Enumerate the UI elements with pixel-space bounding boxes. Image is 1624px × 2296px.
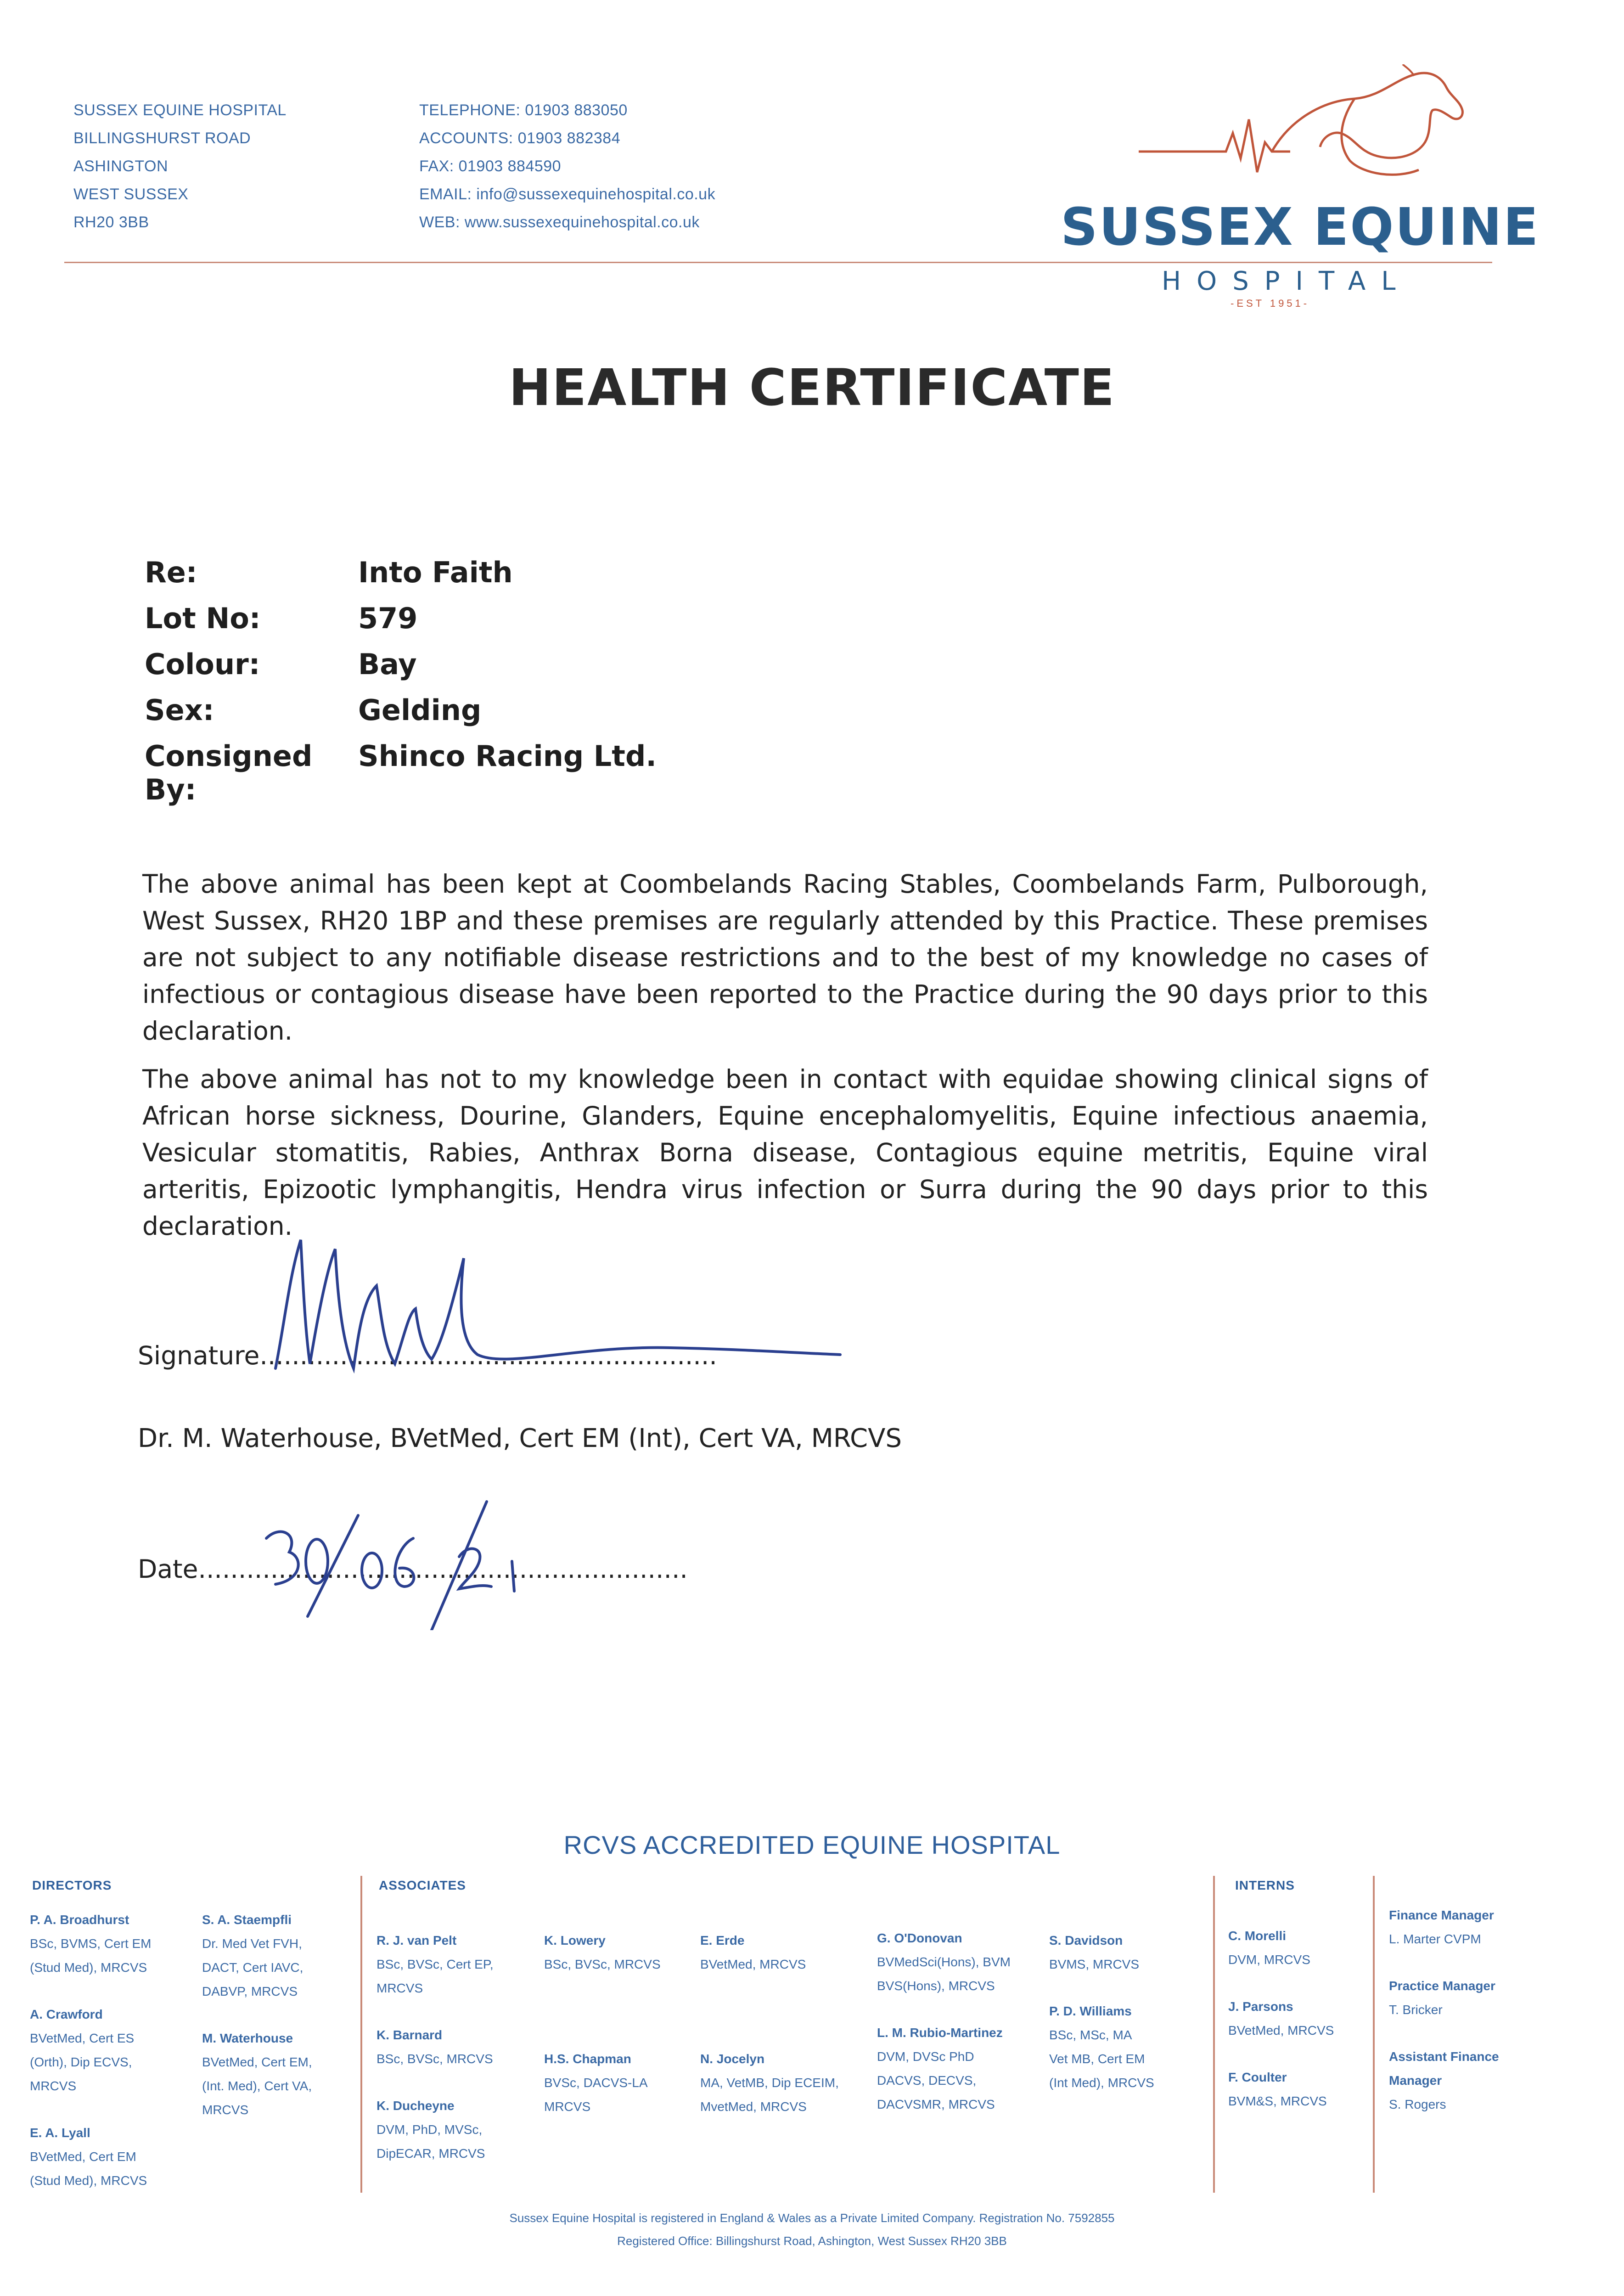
staff-qual: BVS(Hons), MRCVS (877, 1979, 995, 1993)
staff-qual: (Orth), Dip ECVS, (30, 2055, 132, 2069)
associates-heading: ASSOCIATES (379, 1878, 466, 1892)
staff-qual: BSc, MSc, MA (1049, 2028, 1132, 2042)
signature-line: Signature......................................................... (138, 1341, 717, 1370)
premises-paragraph: The above animal has been kept at Coombelands Racing Stables, Coombelands Farm, Pulborough, West Sussex, RH20 1BP and these premises are regularly attended by this Practice. These premises are not subject to any notifiable disease restrictions and to the best of my knowledge no cases of infectious or contagious disease have been reported to the Practice during the 90 days prior to this declaration. (142, 869, 1428, 1046)
email-link[interactable]: EMAIL: info@sussexequinehospital.co.uk (419, 186, 716, 203)
staff-qual: BVetMed, MRCVS (1228, 2023, 1334, 2037)
staff-name: L. M. Rubio-Martinez (877, 2026, 1003, 2040)
staff-role: Manager (1389, 2073, 1442, 2088)
associates-column-1 (376, 1929, 533, 2166)
staff-qual: (Stud Med), MRCVS (30, 1960, 147, 1975)
certificate-title: HEALTH CERTIFICATE (509, 358, 1115, 417)
staff-name: M. Waterhouse (202, 2031, 293, 2045)
field-row-consigned (145, 739, 657, 806)
staff-qual: DVM, MRCVS (1228, 1953, 1310, 1967)
staff-qual: BVetMed, Cert ES (30, 2031, 135, 2045)
address-line: SUSSEX EQUINE HOSPITAL (73, 101, 287, 119)
fax: FAX: 01903 884590 (419, 158, 562, 175)
field-row-colour (145, 647, 657, 693)
field-row-lot (145, 602, 657, 647)
staff-qual: L. Marter CVPM (1389, 1932, 1481, 1946)
address-line: WEST SUSSEX (73, 186, 189, 203)
staff-role: Finance Manager (1389, 1908, 1494, 1922)
registered-office: Registered Office: Billingshurst Road, Ashington, West Sussex RH20 3BB (617, 2234, 1007, 2248)
registration-note: Sussex Equine Hospital is registered in England & Wales as a Private Limited Company. Registration No. 7592855 (509, 2211, 1115, 2225)
column-divider (360, 1876, 362, 2193)
associates-column-4 (877, 1926, 1051, 2116)
field-value: Into Faith (358, 556, 513, 589)
staff-qual: DVM, PhD, MVSc, (376, 2122, 483, 2137)
directors-column-2 (202, 1908, 358, 2122)
staff-qual: T. Bricker (1389, 2003, 1443, 2017)
field-label: Sex: (145, 693, 214, 727)
staff-qual: Dr. Med Vet FVH, (202, 1936, 302, 1951)
staff-qual: MRCVS (202, 2103, 249, 2117)
staff-qual: BSc, BVSc, Cert EP, (376, 1957, 494, 1971)
interns-column (1228, 1924, 1366, 2113)
field-value: 579 (358, 602, 418, 635)
staff-qual: BVetMed, MRCVS (700, 1957, 806, 1971)
logo-established: -EST 1951- (1231, 298, 1310, 309)
staff-qual: (Int Med), MRCVS (1049, 2076, 1154, 2090)
handwritten-signature (257, 1231, 854, 1382)
staff-qual: (Stud Med), MRCVS (30, 2173, 147, 2188)
staff-qual: DACT, Cert IAVC, (202, 1960, 303, 1975)
staff-role: Practice Manager (1389, 1979, 1495, 1993)
staff-name: E. Erde (700, 1933, 745, 1947)
staff-qual: DVM, DVSc PhD (877, 2049, 974, 2064)
telephone: TELEPHONE: 01903 883050 (419, 101, 628, 119)
staff-qual: DipECAR, MRCVS (376, 2146, 485, 2161)
staff-name: R. J. van Pelt (376, 1933, 457, 1947)
field-value: Gelding (358, 693, 482, 727)
staff-name: K. Barnard (376, 2028, 443, 2042)
rcvs-accreditation: RCVS ACCREDITED EQUINE HOSPITAL (563, 1830, 1061, 1859)
staff-name: E. A. Lyall (30, 2126, 90, 2140)
staff-qual: MvetMed, MRCVS (700, 2099, 807, 2114)
staff-role: Assistant Finance (1389, 2049, 1499, 2064)
managers-column (1389, 1903, 1573, 2116)
staff-name: S. Davidson (1049, 1933, 1123, 1947)
staff-qual: BSc, BVMS, Cert EM (30, 1936, 152, 1951)
address-line: BILLINGSHURST ROAD (73, 129, 251, 147)
staff-name: K. Ducheyne (376, 2099, 455, 2113)
staff-name: F. Coulter (1228, 2070, 1287, 2084)
staff-name: G. O'Donovan (877, 1931, 962, 1945)
field-row-sex (145, 693, 657, 739)
header-divider (64, 262, 1492, 263)
web-link[interactable]: WEB: www.sussexequinehospital.co.uk (419, 214, 700, 231)
column-divider (1213, 1876, 1215, 2193)
staff-qual: DABVP, MRCVS (202, 1984, 298, 1998)
disease-paragraph: The above animal has not to my knowledge been in contact with equidae showing clinical signs of African horse sickness, Dourine, Glanders, Equine encephalomyelitis, Equine infectious anaemia, Vesicular stomatitis, Rabies, Anthrax Borna disease, Contagious equine metritis, Equine viral arteritis, Epizootic lymphangitis, Hendra virus infection or Surra during the 90 days prior to this declaration. (142, 1064, 1428, 1241)
address-line: RH20 3BB (73, 214, 149, 231)
staff-name: P. D. Williams (1049, 2004, 1132, 2018)
hospital-contact (419, 96, 715, 236)
associates-column-5 (1049, 1929, 1205, 2095)
staff-qual: S. Rogers (1389, 2097, 1446, 2111)
horse-ecg-logo-icon (1139, 64, 1478, 202)
staff-qual: MRCVS (30, 2079, 77, 2093)
staff-name: S. A. Staempfli (202, 1913, 292, 1927)
staff-qual: BVMS, MRCVS (1049, 1957, 1140, 1971)
directors-column-1 (30, 1908, 186, 2193)
staff-qual: BVMedSci(Hons), BVM (877, 1955, 1011, 1969)
field-value: Bay (358, 647, 417, 681)
horse-details (145, 556, 657, 806)
associates-column-3 (700, 1929, 875, 2119)
staff-qual: Vet MB, Cert EM (1049, 2052, 1145, 2066)
staff-qual: MRCVS (376, 1981, 423, 1995)
staff-name: K. Lowery (544, 1933, 606, 1947)
staff-qual: DACVSMR, MRCVS (877, 2097, 995, 2111)
staff-name: A. Crawford (30, 2007, 103, 2021)
associates-column-2 (544, 1929, 700, 2119)
accounts-phone: ACCOUNTS: 01903 882384 (419, 129, 621, 147)
directors-heading: DIRECTORS (32, 1878, 112, 1892)
field-label: Lot No: (145, 602, 261, 635)
staff-qual: BVM&S, MRCVS (1228, 2094, 1327, 2108)
staff-qual: BVetMed, Cert EM (30, 2150, 136, 2164)
interns-heading: INTERNS (1235, 1878, 1295, 1892)
logo-wordmark: SUSSEX EQUINE (1061, 197, 1540, 257)
staff-qual: BVetMed, Cert EM, (202, 2055, 312, 2069)
staff-name: N. Jocelyn (700, 2052, 765, 2066)
handwritten-date (248, 1492, 546, 1630)
staff-qual: (Int. Med), Cert VA, (202, 2079, 312, 2093)
column-divider (1373, 1876, 1375, 2193)
veterinarian-name: Dr. M. Waterhouse, BVetMed, Cert EM (Int), Cert VA, MRCVS (138, 1424, 902, 1453)
staff-name: J. Parsons (1228, 1999, 1293, 2014)
hospital-address (73, 96, 287, 236)
date-line: Date............................................................. (138, 1554, 688, 1584)
staff-qual: BSc, BVSc, MRCVS (544, 1957, 661, 1971)
field-label: Re: (145, 556, 197, 589)
field-label: Consigned By: (145, 739, 313, 806)
staff-qual: BVSc, DACVS-LA (544, 2076, 648, 2090)
staff-name: H.S. Chapman (544, 2052, 631, 2066)
staff-qual: DACVS, DECVS, (877, 2073, 977, 2088)
logo-hospital: HOSPITAL (1162, 266, 1411, 296)
field-row-re (145, 556, 657, 602)
address-line: ASHINGTON (73, 158, 169, 175)
staff-qual: BSc, BVSc, MRCVS (376, 2052, 493, 2066)
staff-name: P. A. Broadhurst (30, 1913, 129, 1927)
staff-qual: MA, VetMB, Dip ECEIM, (700, 2076, 839, 2090)
staff-name: C. Morelli (1228, 1929, 1287, 1943)
staff-qual: MRCVS (544, 2099, 591, 2114)
field-label: Colour: (145, 647, 260, 681)
field-value: Shinco Racing Ltd. (358, 739, 657, 773)
